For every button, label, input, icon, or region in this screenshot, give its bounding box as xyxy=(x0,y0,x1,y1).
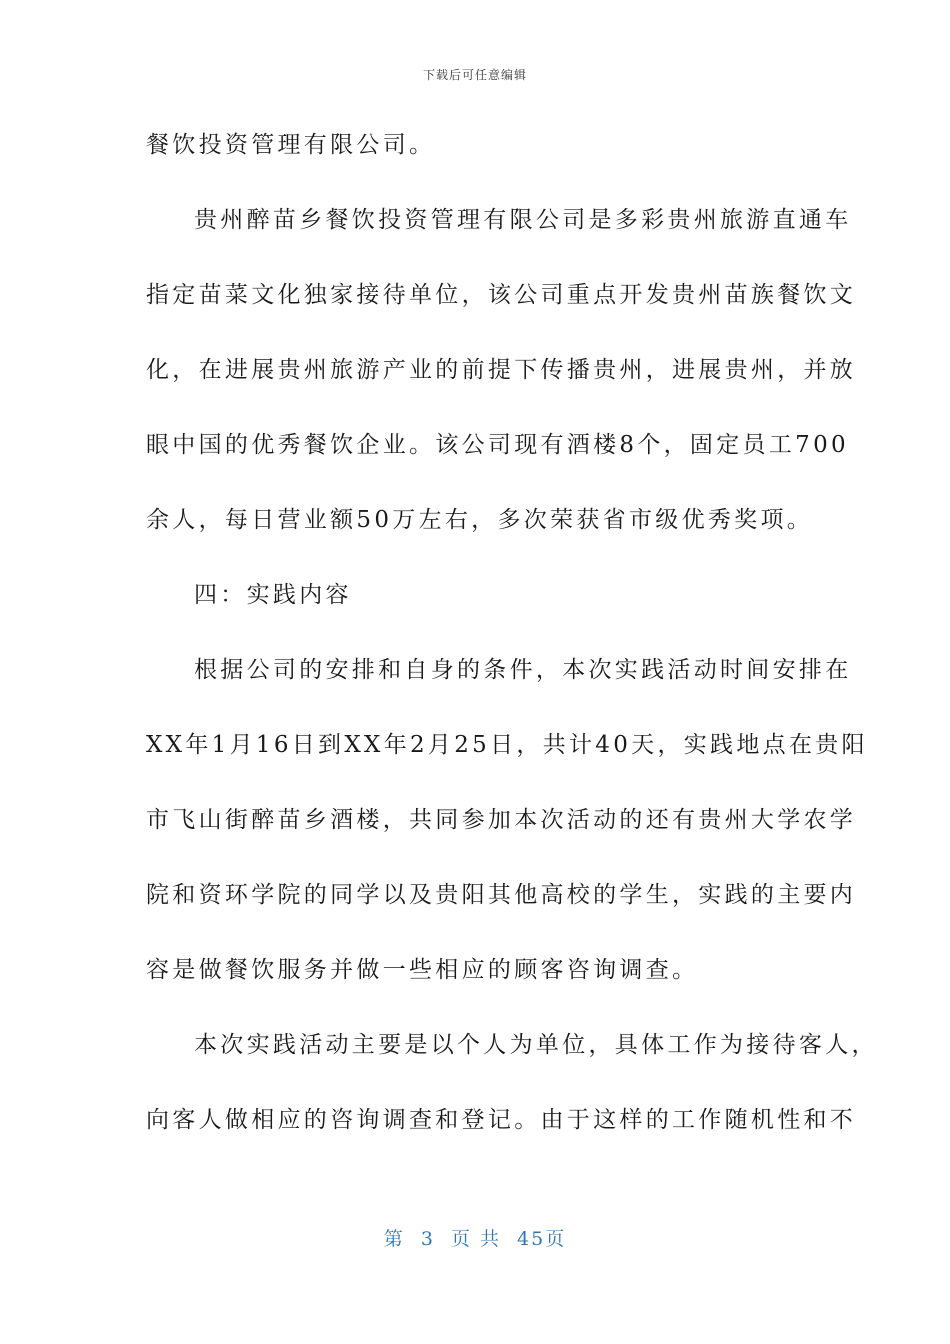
section-heading: 四：实践内容 xyxy=(194,582,352,608)
text-line: 根据公司的安排和自身的条件，本次实践活动时间安排在 xyxy=(194,657,852,683)
text-line: 本次实践活动主要是以个人为单位，具体工作为接待客人， xyxy=(194,1032,878,1058)
text-line: 指定苗菜文化独家接待单位，该公司重点开发贵州苗族餐饮文 xyxy=(146,282,857,308)
text-line: 眼中国的优秀餐饮企业。该公司现有酒楼8个，固定员工700 xyxy=(146,432,849,458)
text-line: 餐饮投资管理有限公司。 xyxy=(146,132,436,158)
text-line: 容是做餐饮服务并做一些相应的顾客咨询调查。 xyxy=(146,957,699,983)
text-line: XX年1月16日到XX年2月25日，共计40天，实践地点在贵阳 xyxy=(146,732,868,758)
footer-current-page: 3 xyxy=(420,1228,435,1250)
footer-prefix: 第 xyxy=(383,1228,405,1250)
text-line: 向客人做相应的咨询调查和登记。由于这样的工作随机性和不 xyxy=(146,1107,857,1133)
document-body xyxy=(146,118,878,1168)
text-line: 贵州醉苗乡餐饮投资管理有限公司是多彩贵州旅游直通车 xyxy=(194,207,852,233)
text-line: 市飞山街醉苗乡酒楼，共同参加本次活动的还有贵州大学农学 xyxy=(146,807,857,833)
header-note: 下载后可任意编辑 xyxy=(422,68,527,82)
page-footer xyxy=(0,1224,950,1251)
text-line: 院和资环学院的同学以及贵阳其他高校的学生，实践的主要内 xyxy=(146,882,857,908)
text-line: 余人，每日营业额50万左右，多次荣获省市级优秀奖项。 xyxy=(146,507,814,533)
footer-total-pages: 45页 xyxy=(517,1228,567,1250)
footer-middle: 页 共 xyxy=(450,1228,501,1250)
text-line: 化，在进展贵州旅游产业的前提下传播贵州，进展贵州，并放 xyxy=(146,357,857,383)
